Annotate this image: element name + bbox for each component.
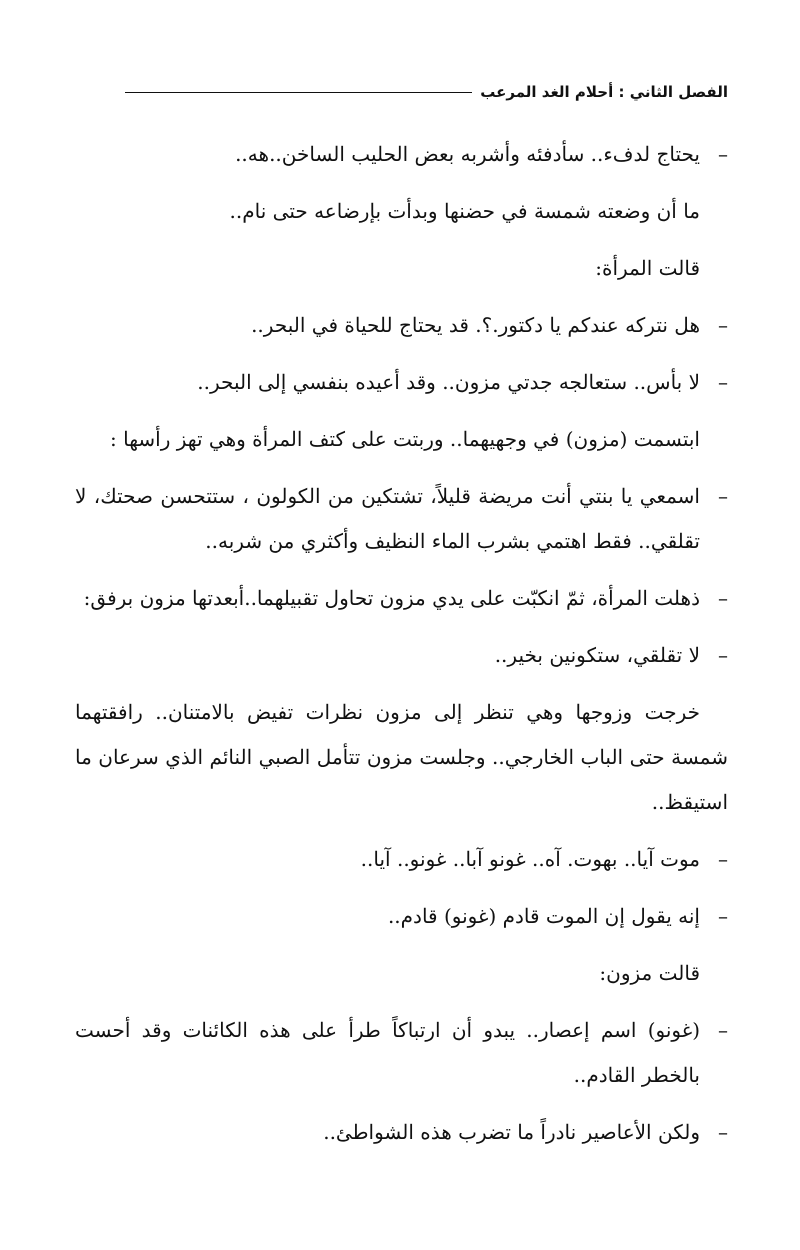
dialogue-text: لا تقلقي، ستكونين بخير.. (494, 643, 700, 667)
dialogue-line (75, 1110, 728, 1155)
dialogue-text: هل نتركه عندكم يا دكتور.؟. قد يحتاج للحياة في البحر.. (251, 313, 700, 337)
dialogue-text: (غونو) اسم إعصار.. يبدو أن ارتباكاً طرأ على هذه الكائنات وقد أحست بالخطر القادم.. (75, 1018, 700, 1087)
dialogue-text: ولكن الأعاصير نادراً ما تضرب هذه الشواطئ.. (323, 1120, 700, 1144)
dialogue-line (75, 576, 728, 621)
dialogue-dash: – (718, 370, 728, 394)
dialogue-line (75, 474, 728, 564)
dialogue-line (75, 1008, 728, 1098)
dialogue-dash: – (718, 847, 728, 871)
page-header (75, 78, 728, 106)
narration-paragraph: ما أن وضعته شمسة في حضنها وبدأت بإرضاعه حتى نام.. (229, 199, 700, 223)
dialogue-dash: – (718, 643, 728, 667)
dialogue-text: اسمعي يا بنتي أنت مريضة قليلاً، تشتكين من الكولون ، ستتحسن صحتك، لا تقلقي.. فقط اهتمي بشرب الماء النظيف وأكثري من شربه.. (75, 484, 700, 553)
dialogue-line (75, 837, 728, 882)
dialogue-line (75, 894, 728, 939)
dialogue-line (75, 360, 728, 405)
narration-paragraph: قالت مزون: (599, 961, 700, 985)
chapter-title: الفصل الثاني : أحلام الغد المرعب (480, 83, 728, 101)
narration-paragraph: قالت المرأة: (595, 256, 700, 280)
dialogue-text: يحتاج لدفء.. سأدفئه وأشربه بعض الحليب الساخن..هه.. (235, 142, 700, 166)
dialogue-dash: – (718, 1018, 728, 1042)
dialogue-text: موت آيا.. بهوت. آه.. غونو آبا.. غونو.. آيا.. (360, 847, 700, 871)
dialogue-dash: – (718, 586, 728, 610)
dialogue-dash: – (718, 904, 728, 928)
narration-paragraph: ابتسمت (مزون) في وجهيهما.. وربتت على كتف المرأة وهي تهز رأسها : (110, 427, 700, 451)
narration-paragraph: خرجت وزوجها وهي تنظر إلى مزون نظرات تفيض بالامتنان.. رافقتهما شمسة حتى الباب الخارجي.. وجلست مزون تتأمل الصبي النائم الذي سرعان ما استيقظ.. (75, 700, 728, 814)
dialogue-line (75, 132, 728, 177)
dialogue-dash: – (718, 1120, 728, 1144)
dialogue-dash: – (718, 313, 728, 337)
page-body (75, 132, 728, 1167)
header-rule (125, 92, 472, 93)
dialogue-text: لا بأس.. ستعالجه جدتي مزون.. وقد أعيده بنفسي إلى البحر.. (197, 370, 700, 394)
dialogue-line (75, 303, 728, 348)
dialogue-text: ذهلت المرأة، ثمّ انكبّت على يدي مزون تحاول تقبيلهما..أبعدتها مزون برفق: (83, 586, 700, 610)
dialogue-dash: – (718, 484, 728, 508)
dialogue-text: إنه يقول إن الموت قادم (غونو) قادم.. (387, 904, 700, 928)
dialogue-dash: – (718, 142, 728, 166)
dialogue-line (75, 633, 728, 678)
